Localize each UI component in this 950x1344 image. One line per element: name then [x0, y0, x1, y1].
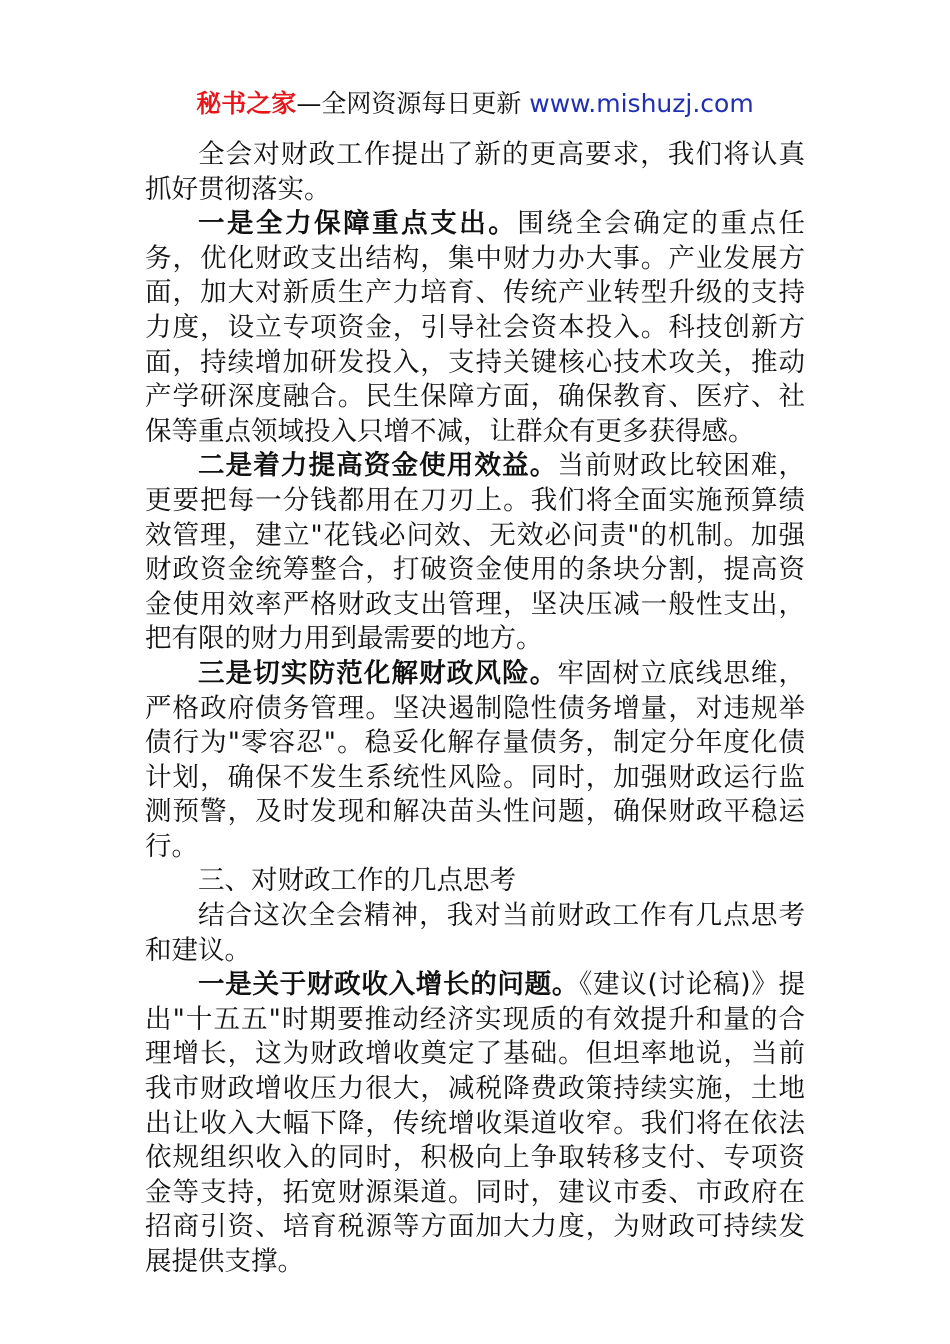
- paragraph-text: 围绕全会确定的重点任务，优化财政支出结构，集中财力办大事。产业发展方面，加大对新质生产力培育、传统产业转型升级的支持力度，设立专项资金，引导社会资本投入。科技创新方面，持续增加研发投入，支持关键核心技术攻关，推动产学研深度融合。民生保障方面，确保教育、医疗、社保等重点领域投入只增不减，让群众有更多获得感。: [145, 208, 806, 447]
- paragraph-intro: [145, 138, 805, 207]
- paragraph-revenue-growth: [145, 968, 805, 1279]
- header-tagline: —全网资源每日更新: [296, 89, 530, 118]
- paragraph-fund-efficiency: [145, 449, 805, 657]
- paragraph-text: 牢固树立底线思维，严格政府债务管理。坚决遏制隐性债务增量，对违规举债行为"零容忍"。稳妥化解存量债务，制定分年度化债计划，确保不发生系统性风险。同时，加强财政运行监测预警，及时发现和解决苗头性问题，确保财政平稳运行。: [145, 657, 806, 862]
- paragraph-text: 当前财政比较困难，更要把每一分钱都用在刀刃上。我们将全面实施预算绩效管理，建立"花钱必问效、无效必问责"的机制。加强财政资金统筹整合，打破资金使用的条块分割，提高资金使用效率严格财政支出管理，坚决压减一般性支出，把有限的财力用到最需要的地方。: [145, 450, 806, 655]
- paragraph-lead: 三是切实防范化解财政风险。: [198, 657, 558, 689]
- brand-name: 秘书之家: [196, 89, 297, 118]
- paragraph-section-intro: [145, 899, 805, 968]
- section-heading-text: 三、对财政工作的几点思考: [198, 865, 516, 897]
- section-heading: [145, 864, 805, 899]
- paragraph-text: 结合这次全会精神，我对当前财政工作有几点思考和建议。: [145, 900, 805, 966]
- paragraph-lead: 一是关于财政收入增长的问题。: [198, 969, 580, 1001]
- paragraph-key-spending: [145, 207, 805, 449]
- document-body: [145, 138, 805, 1280]
- paragraph-text: 全会对财政工作提出了新的更高要求，我们将认真抓好贯彻落实。: [145, 139, 805, 205]
- paragraph-lead: 二是着力提高资金使用效益。: [198, 450, 558, 482]
- website-link[interactable]: www.mishuzj.com: [529, 89, 754, 118]
- paragraph-fiscal-risk: [145, 657, 805, 865]
- paragraph-lead: 一是全力保障重点支出。: [198, 208, 518, 240]
- paragraph-text: 《建议(讨论稿)》提出"十五五"时期要推动经济实现质的有效提升和量的合理增长，这为财政增收奠定了基础。但坦率地说，当前我市财政增收压力很大，减税降费政策持续实施，土地出让收入大幅下降，传统增收渠道收窄。我们将在依法依规组织收入的同时，积极向上争取转移支付、专项资金等支持，拓宽财源渠道。同时，建议市委、市政府在招商引资、培育税源等方面加大力度，为财政可持续发展提供支撑。: [145, 969, 806, 1277]
- page-header: [0, 86, 950, 122]
